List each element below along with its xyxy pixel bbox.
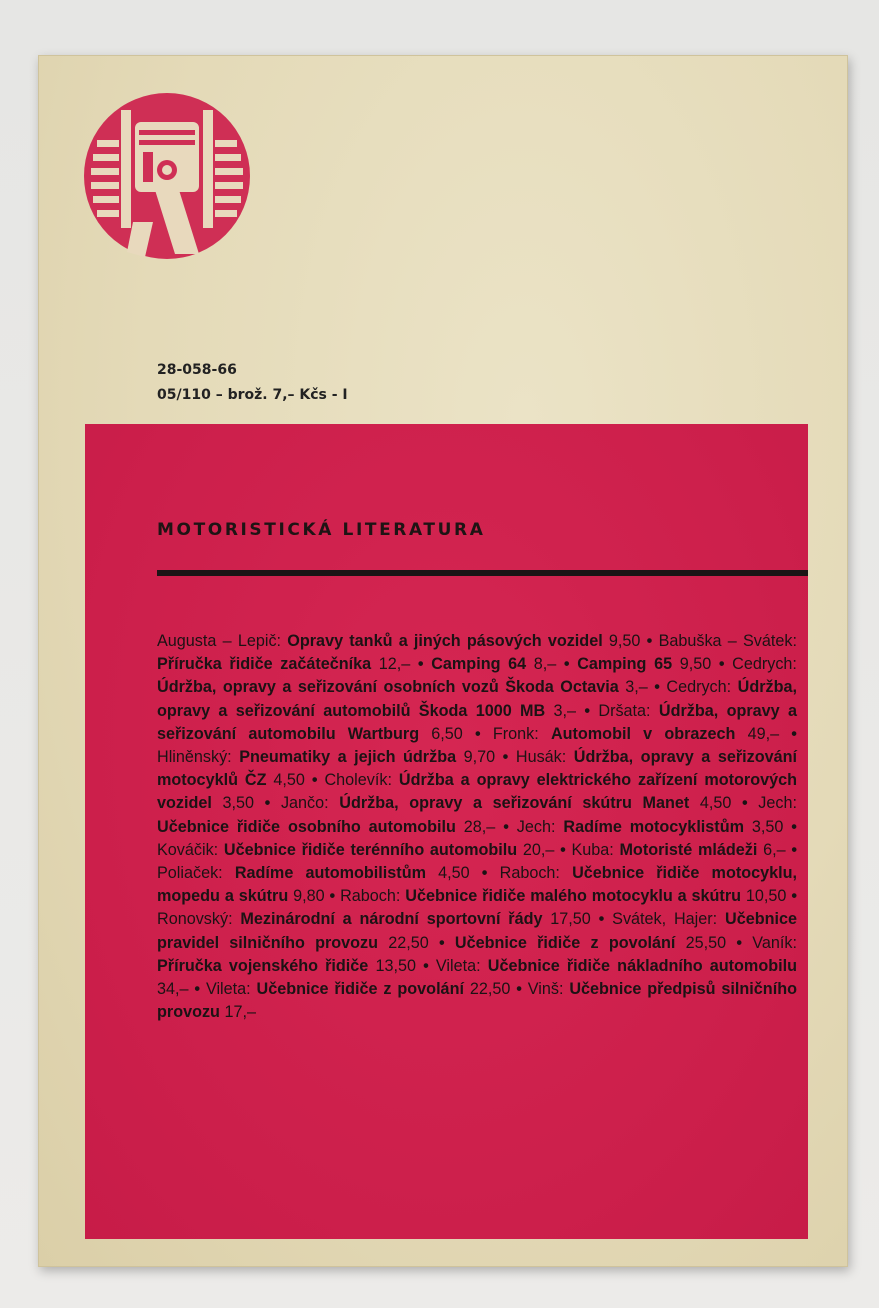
entry-price: 22,50 xyxy=(463,980,511,999)
entry-title: Motoristé mládeži xyxy=(619,840,758,859)
entry-author: Cedrych: xyxy=(732,655,797,674)
entry-author: Kuba: xyxy=(571,840,620,859)
entry-price: 20,– xyxy=(517,840,555,859)
catalog-entry xyxy=(157,632,640,650)
entry-title: Radíme motocyklistům xyxy=(563,817,744,836)
bullet-separator: • xyxy=(304,771,325,790)
entry-title: Údržba, opravy a seřizování osobních vozů Škoda Octavia xyxy=(157,678,619,697)
bullet-separator: • xyxy=(462,724,493,743)
catalog-entry xyxy=(455,934,726,952)
bullet-separator: • xyxy=(469,864,500,883)
entry-author: Poliaček: xyxy=(157,864,235,883)
book-back-cover xyxy=(38,55,848,1267)
entry-author: Raboch: xyxy=(499,864,573,883)
bullet-separator: • xyxy=(590,910,613,929)
entry-price: 4,50 xyxy=(266,771,305,790)
entry-price: 4,50 xyxy=(689,794,732,813)
bullet-separator: • xyxy=(410,655,432,674)
entry-author: Cholevík: xyxy=(324,771,399,790)
entry-price: 6,50 xyxy=(419,724,463,743)
bullet-separator: • xyxy=(495,817,517,836)
entry-title: Automobil v obrazech xyxy=(550,724,736,743)
entry-price: 3,– xyxy=(618,678,648,697)
entry-price: 4,50 xyxy=(425,864,470,883)
bullet-separator: • xyxy=(779,724,797,743)
entry-price: 8,– xyxy=(526,655,557,674)
bullet-separator: • xyxy=(510,980,528,999)
bullet-separator: • xyxy=(783,817,797,836)
entry-title: Učebnice řidiče malého motocyklu a skútru xyxy=(405,887,742,906)
entry-author: Vinš: xyxy=(527,980,570,999)
entry-author: Hliněnský: xyxy=(157,748,240,767)
divider-rule xyxy=(157,570,808,576)
entry-price: 34,– xyxy=(157,980,189,999)
catalog-entry xyxy=(206,980,510,998)
catalog-entry xyxy=(281,794,731,812)
entry-title: Údržba a opravy elektrického zařízení motorových vozidel xyxy=(157,771,798,813)
code-line-2: 05/110 – brož. 7,– Kčs - I xyxy=(157,387,348,403)
entry-author: Cedrych: xyxy=(666,678,738,697)
entry-author: Fronk: xyxy=(492,724,551,743)
piston-emblem-icon xyxy=(84,93,250,259)
entry-author: Vileta: xyxy=(435,956,488,975)
entry-title: Učebnice řidiče osobního automobilu xyxy=(157,817,456,836)
entry-title: Camping 64 xyxy=(431,655,527,674)
entry-title: Údržba, opravy a seřizování automobilu Wartburg xyxy=(157,701,797,743)
entry-title: Příručka vojenského řidiče xyxy=(157,956,369,975)
entry-author: Dršata: xyxy=(598,701,659,720)
catalog-entry xyxy=(157,748,495,766)
entry-title: Učebnice předpisů silničního provozu xyxy=(157,980,797,1022)
entry-price: 9,50 xyxy=(602,632,641,650)
entry-title: Údržba, opravy a seřizování motocyklů ČZ xyxy=(157,748,797,790)
bullet-separator: • xyxy=(188,980,206,999)
code-line-1: 28-058-66 xyxy=(157,362,237,378)
entry-author: Kováčik: xyxy=(157,840,224,859)
entry-price: 9,70 xyxy=(456,748,496,767)
catalog-entry xyxy=(157,910,591,928)
entry-price: 49,– xyxy=(735,724,780,743)
entry-price: 3,– xyxy=(545,701,577,720)
entry-author: Vileta: xyxy=(205,980,257,999)
entry-title: Učebnice řidiče z povolání xyxy=(256,980,464,999)
catalog-codes xyxy=(157,358,348,408)
entry-title: Radíme automobilistům xyxy=(234,864,426,883)
entry-price: 3,50 xyxy=(743,817,784,836)
series-title: MOTORISTICKÁ LITERATURA xyxy=(157,520,486,540)
entry-price: 28,– xyxy=(455,817,496,836)
entry-title: Učebnice řidiče nákladního automobilu xyxy=(487,956,797,975)
entry-author: Husák: xyxy=(515,748,574,767)
bullet-separator: • xyxy=(726,933,753,952)
catalog-entry xyxy=(517,818,784,836)
entry-price: 3,50 xyxy=(211,794,255,813)
entry-author: Jančo: xyxy=(280,794,340,813)
bullet-separator: • xyxy=(711,655,733,674)
entry-price: 9,80 xyxy=(288,887,325,906)
entry-title: Učebnice řidiče motocyklu, mopedu a skútru xyxy=(157,864,798,906)
catalog-entry xyxy=(431,655,556,673)
bullet-separator: • xyxy=(495,748,516,767)
bullet-separator: • xyxy=(647,678,667,697)
bullet-separator: • xyxy=(415,956,436,975)
entry-author: Ronovský: xyxy=(157,910,241,929)
bullet-separator: • xyxy=(324,887,341,906)
entry-author: Raboch: xyxy=(340,887,406,906)
book-catalog-list xyxy=(157,630,797,1024)
entry-title: Údržba, opravy a seřizování automobilů Škoda 1000 MB xyxy=(157,678,797,720)
red-panel xyxy=(85,424,808,1239)
entry-title: Učebnice pravidel silničního provozu xyxy=(157,910,797,952)
publisher-logo xyxy=(83,92,251,260)
bullet-separator: • xyxy=(556,655,578,674)
entry-author: Vaník: xyxy=(752,933,797,952)
entry-author: Babuška – Svátek: xyxy=(658,632,797,650)
entry-title: Údržba, opravy a seřizování skútru Manet xyxy=(339,794,690,813)
bullet-separator: • xyxy=(731,794,759,813)
entry-author: Jech: xyxy=(516,817,564,836)
catalog-entry xyxy=(493,725,779,743)
entry-author: Svátek, Hajer: xyxy=(612,910,725,929)
entry-price: 9,50 xyxy=(672,655,712,674)
entry-price: 17,50 xyxy=(542,910,591,929)
bullet-separator: • xyxy=(254,794,281,813)
catalog-entry xyxy=(571,841,785,859)
entry-price: 10,50 xyxy=(741,887,787,906)
entry-title: Opravy tanků a jiných pásových vozidel xyxy=(287,632,603,650)
entry-author: Augusta – Lepič: xyxy=(157,632,288,650)
catalog-entry xyxy=(157,864,470,882)
entry-price: 6,– xyxy=(757,840,786,859)
entry-price: 17,– xyxy=(219,1003,256,1022)
bullet-separator: • xyxy=(554,840,572,859)
entry-title: Příručka řidiče začátečníka xyxy=(157,655,372,674)
entry-price: 12,– xyxy=(371,655,411,674)
catalog-entry xyxy=(577,655,711,673)
entry-price: 13,50 xyxy=(368,956,416,975)
entry-price: 22,50 xyxy=(378,933,429,952)
catalog-entry xyxy=(157,841,554,859)
bullet-separator: • xyxy=(576,701,599,720)
entry-title: Camping 65 xyxy=(577,655,673,674)
bullet-separator: • xyxy=(428,933,455,952)
bullet-separator: • xyxy=(785,840,797,859)
entry-author: Jech: xyxy=(758,794,797,813)
bullet-separator: • xyxy=(786,887,797,906)
catalog-entry xyxy=(340,887,786,905)
entry-title: Učebnice řidiče terénního automobilu xyxy=(223,840,518,859)
bullet-separator: • xyxy=(640,632,659,650)
entry-price: 25,50 xyxy=(675,933,727,952)
entry-title: Učebnice řidiče z povolání xyxy=(454,933,676,952)
entry-title: Mezinárodní a národní sportovní řády xyxy=(240,910,543,929)
entry-title: Pneumatiky a jejich údržba xyxy=(239,748,457,767)
